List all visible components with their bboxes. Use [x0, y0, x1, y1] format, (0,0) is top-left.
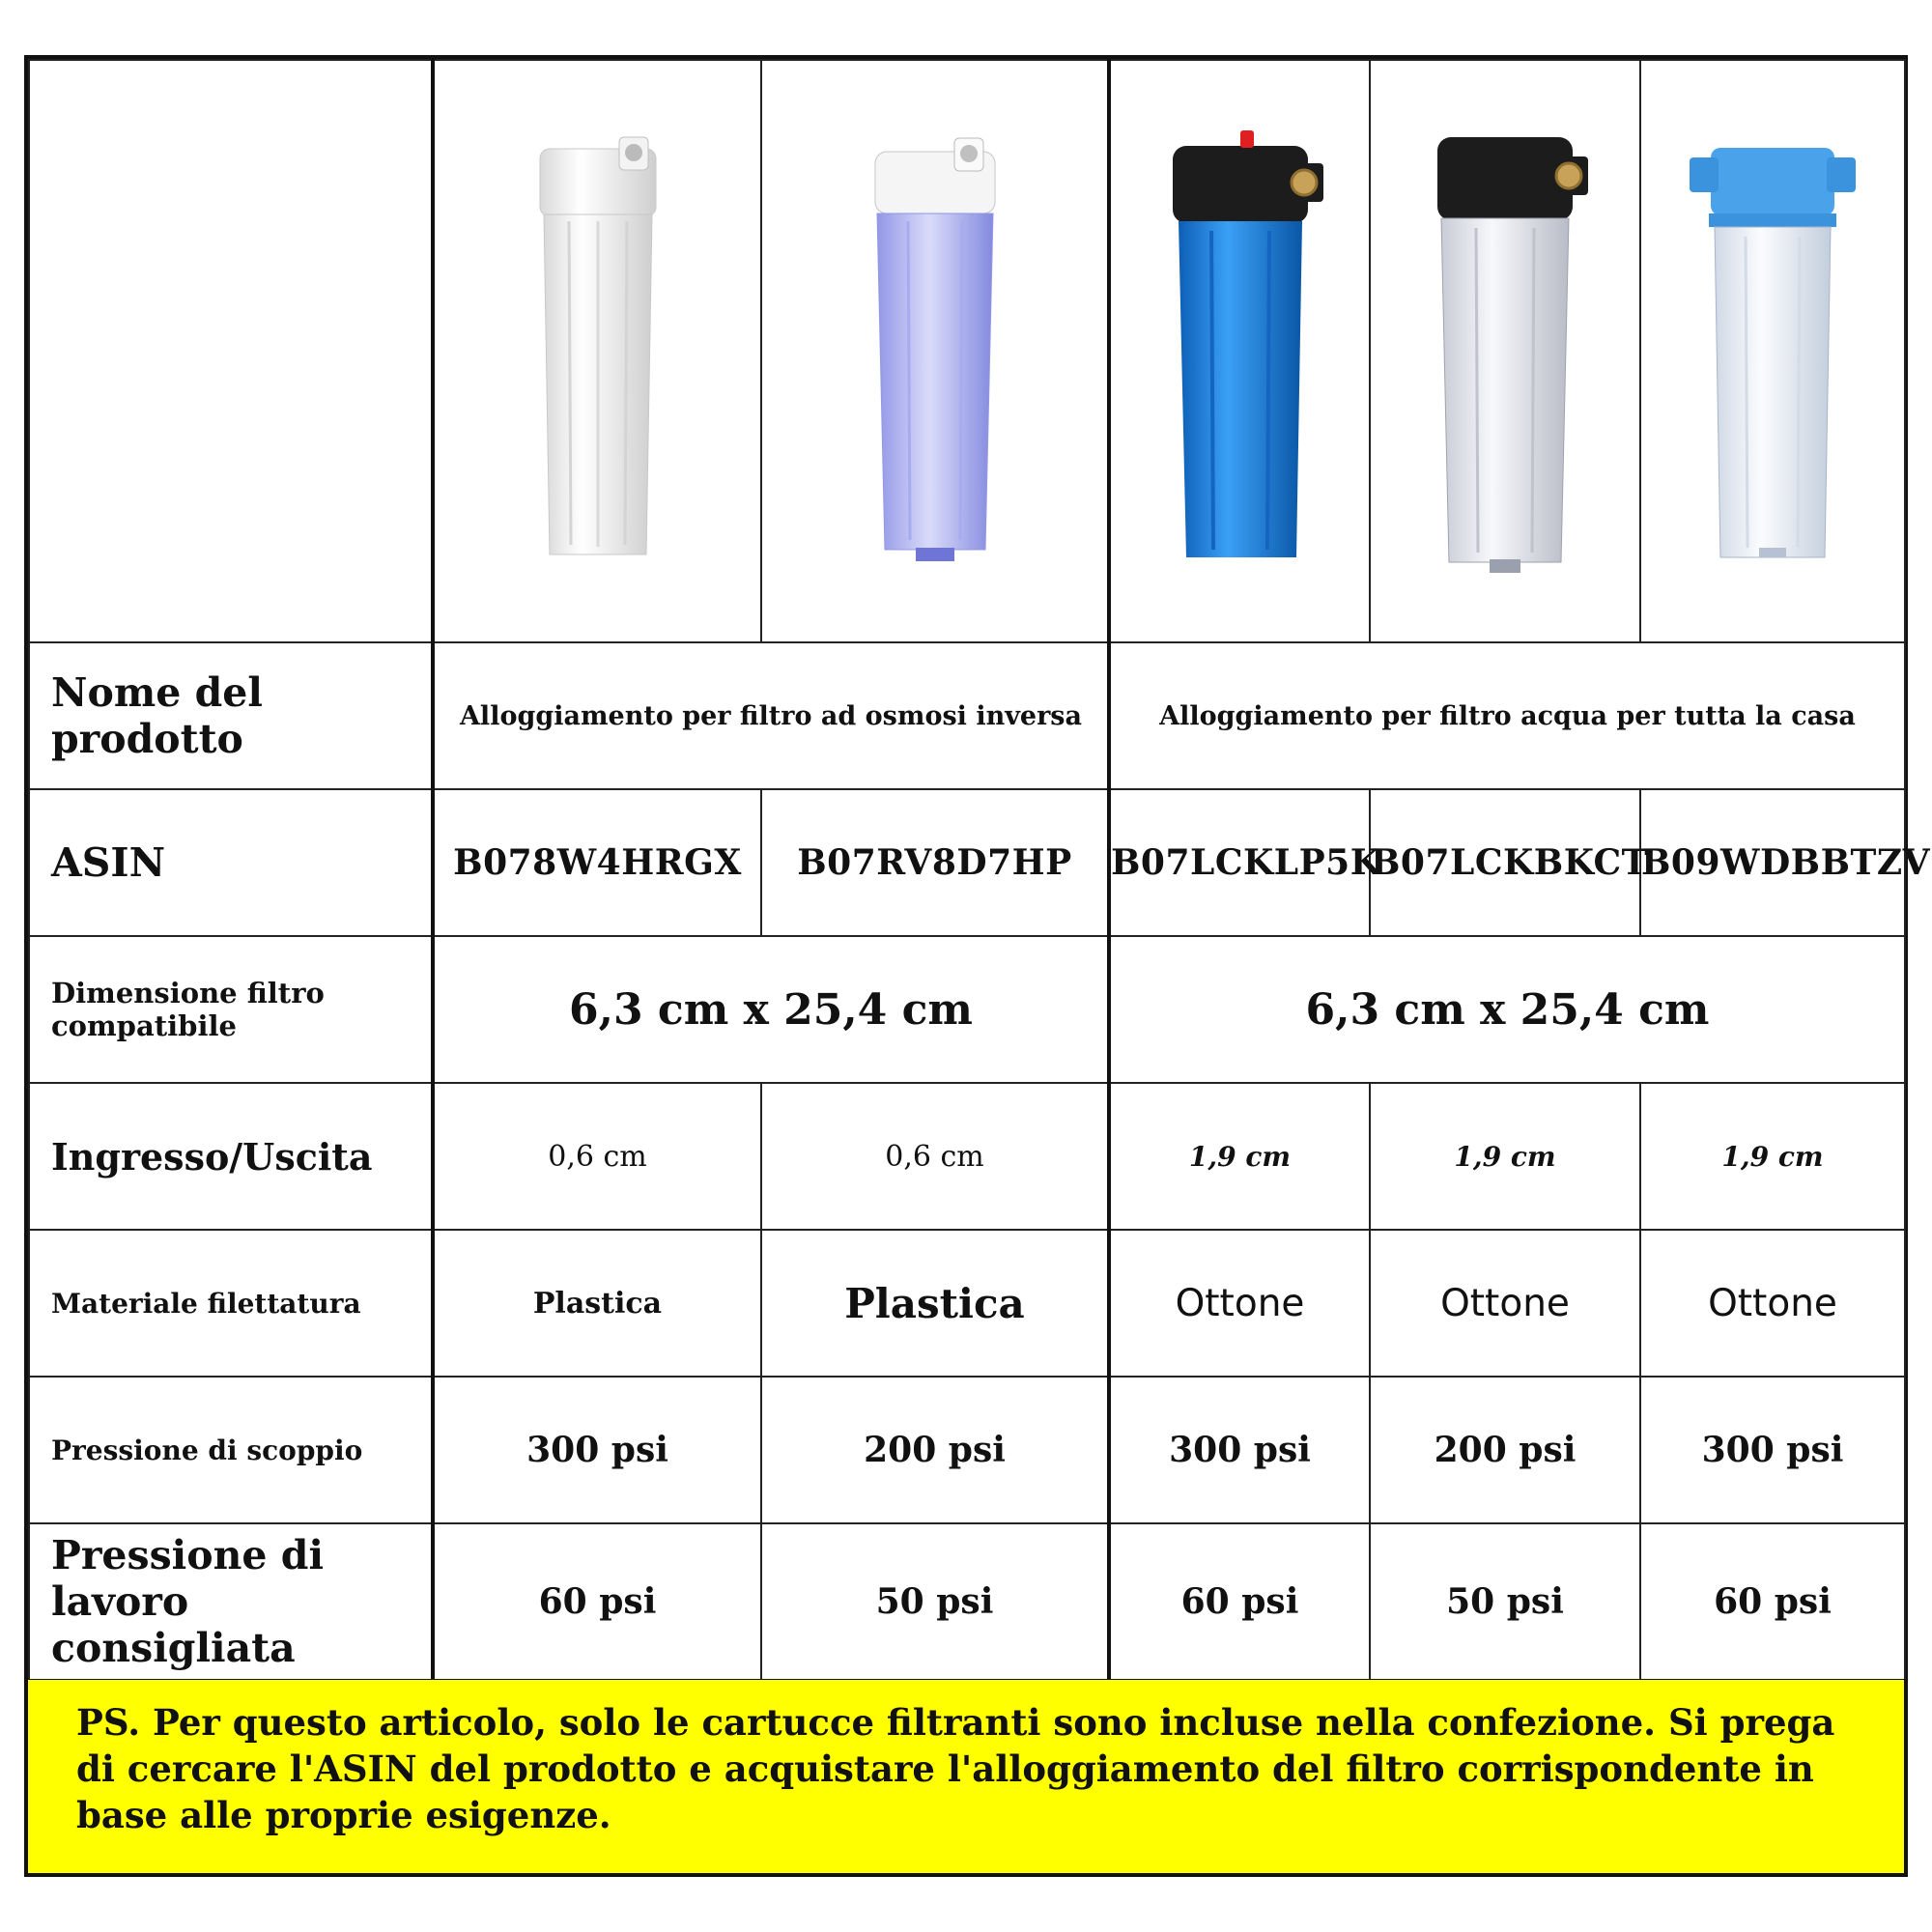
- row-filter-size: [29, 936, 1905, 1083]
- burst-pressure-value-4: 200 psi: [1370, 1377, 1640, 1523]
- inlet-outlet-value-4: 1,9 cm: [1370, 1083, 1640, 1230]
- working-pressure-value-4: 50 psi: [1370, 1523, 1640, 1681]
- burst-pressure-value-2: 200 psi: [761, 1377, 1109, 1523]
- product-image-cell-1: [433, 60, 761, 642]
- clear-blue-cap-housing-icon: [1676, 125, 1869, 579]
- row-label-inlet-outlet: Ingresso/Uscita: [29, 1083, 433, 1230]
- white-ro-housing-icon: [501, 129, 695, 574]
- row-label-thread-material: Materiale filettatura: [29, 1230, 433, 1377]
- row-inlet-outlet: [29, 1083, 1905, 1230]
- product-image-cell-3: [1109, 60, 1370, 642]
- row-product-name: [29, 642, 1905, 789]
- row-working-pressure: [29, 1523, 1905, 1681]
- row-label-product-name: Nome del prodotto: [29, 642, 433, 789]
- ps-note: PS. Per questo articolo, solo le cartucce filtranti sono incluse nella confezione. Si prega di cercare l'ASIN del prodotto e acquistare l'alloggiamento del filtro corrispondente in base alle proprie esigenze.: [28, 1680, 1904, 1873]
- inlet-outlet-value-5: 1,9 cm: [1640, 1083, 1905, 1230]
- row-label-filter-size: Dimensione filtro compatibile: [29, 936, 433, 1083]
- comparison-table: [28, 59, 1931, 1683]
- product-image-cell-5: [1640, 60, 1905, 642]
- thread-material-value-5: Ottone: [1640, 1230, 1905, 1377]
- thread-material-value-4: Ottone: [1370, 1230, 1640, 1377]
- row-label-working-pressure: Pressione di lavoro consigliata: [29, 1523, 433, 1681]
- inlet-outlet-value-2: 0,6 cm: [761, 1083, 1109, 1230]
- burst-pressure-value-5: 300 psi: [1640, 1377, 1905, 1523]
- working-pressure-value-5: 60 psi: [1640, 1523, 1905, 1681]
- row-thread-material: [29, 1230, 1905, 1377]
- product-image-cell-2: [761, 60, 1109, 642]
- inlet-outlet-value-1: 0,6 cm: [433, 1083, 761, 1230]
- burst-pressure-value-1: 300 psi: [433, 1377, 761, 1523]
- burst-pressure-value-3: 300 psi: [1109, 1377, 1370, 1523]
- product-image-cell-4: [1370, 60, 1640, 642]
- corner-cell: [29, 60, 433, 642]
- comparison-sheet: [24, 55, 1931, 1877]
- row-label-asin: ASIN: [29, 789, 433, 936]
- inlet-outlet-value-3: 1,9 cm: [1109, 1083, 1370, 1230]
- blue-whole-house-housing-icon: [1144, 125, 1337, 579]
- row-burst-pressure: [29, 1377, 1905, 1523]
- filter-size-group-whole-house: 6,3 cm x 25,4 cm: [1109, 936, 1905, 1083]
- thread-material-value-3: Ottone: [1109, 1230, 1370, 1377]
- row-asin: [29, 789, 1905, 936]
- image-row: [29, 60, 1905, 642]
- product-name-group-ro: Alloggiamento per filtro ad osmosi inversa: [433, 642, 1109, 789]
- filter-size-group-ro: 6,3 cm x 25,4 cm: [433, 936, 1109, 1083]
- working-pressure-value-3: 60 psi: [1109, 1523, 1370, 1681]
- row-label-burst-pressure: Pressione di scoppio: [29, 1377, 433, 1523]
- asin-value-3: B07LCKLP5K: [1109, 789, 1370, 936]
- thread-material-value-2: Plastica: [761, 1230, 1109, 1377]
- product-name-group-whole-house: Alloggiamento per filtro acqua per tutta la casa: [1109, 642, 1905, 789]
- thread-material-value-1: Plastica: [433, 1230, 761, 1377]
- working-pressure-value-1: 60 psi: [433, 1523, 761, 1681]
- asin-value-4: B07LCKBKCT: [1370, 789, 1640, 936]
- clear-black-cap-housing-icon: [1408, 120, 1602, 583]
- clear-purple-ro-housing-icon: [838, 125, 1032, 579]
- asin-value-2: B07RV8D7HP: [761, 789, 1109, 936]
- working-pressure-value-2: 50 psi: [761, 1523, 1109, 1681]
- asin-value-5: B09WDBBTZV: [1640, 789, 1905, 936]
- asin-value-1: B078W4HRGX: [433, 789, 761, 936]
